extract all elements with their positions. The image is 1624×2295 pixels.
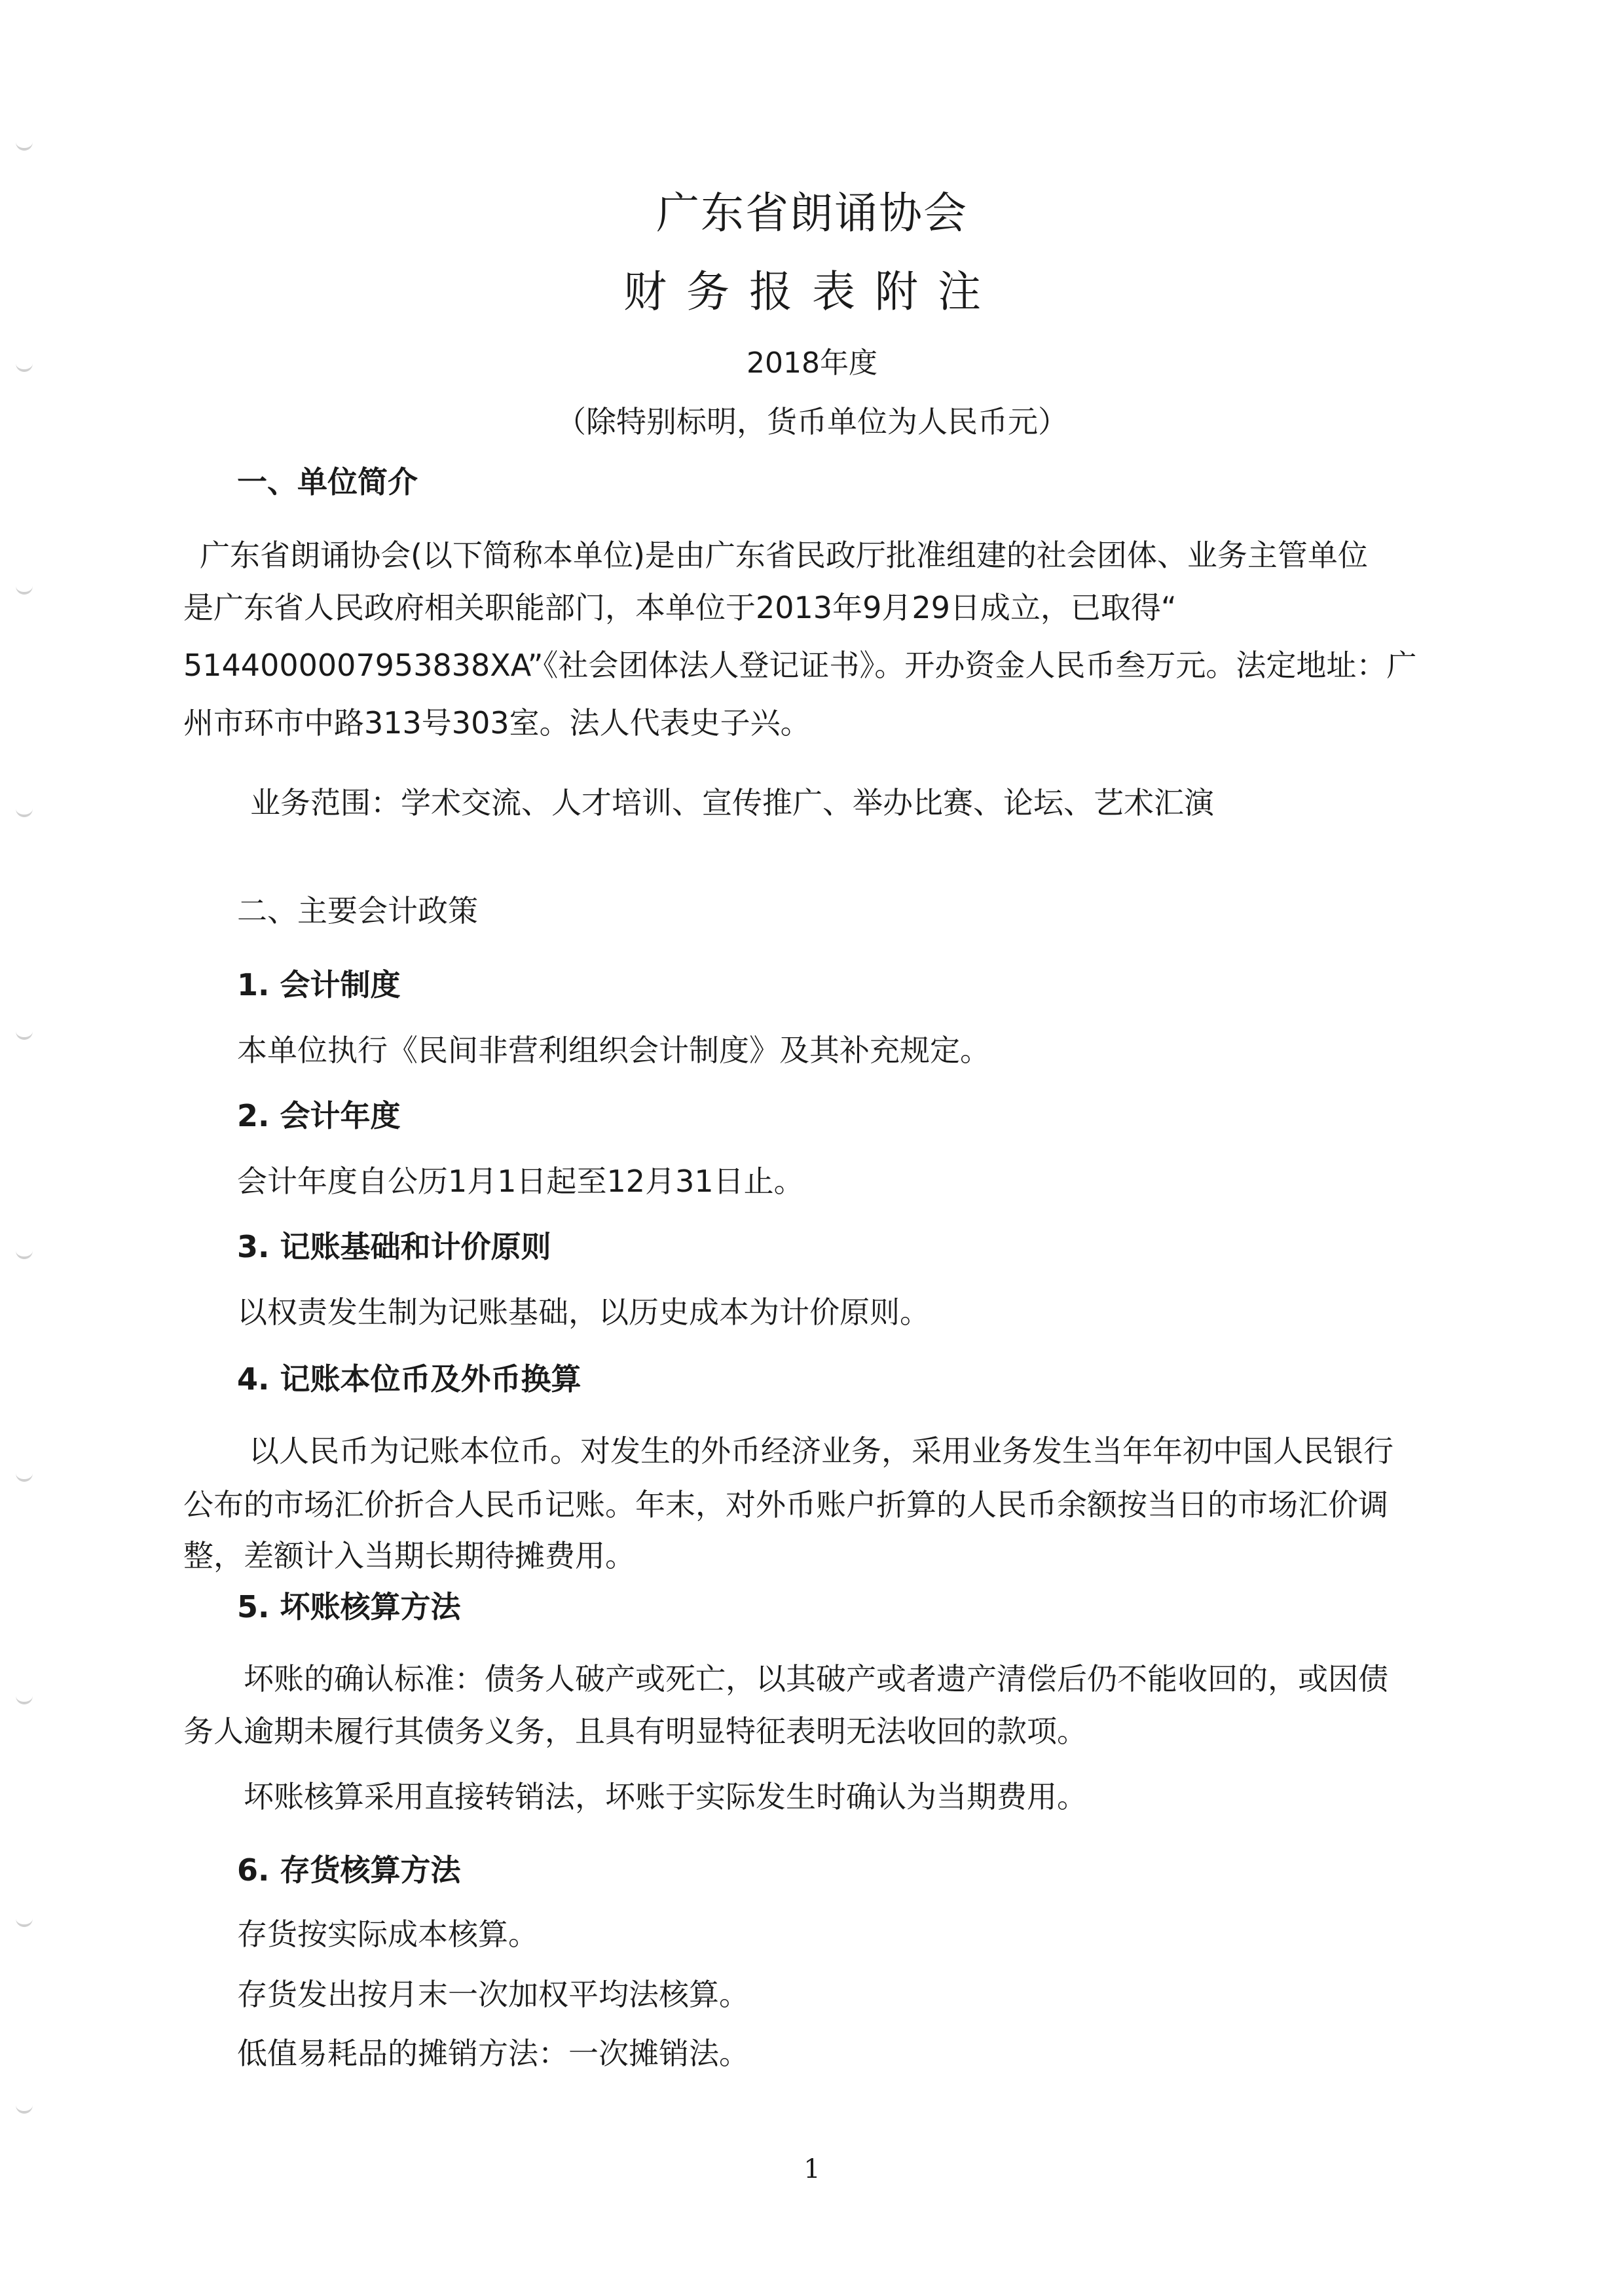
policy-text: 本单位执行《民间非营利组织会计制度》及其补充规定。 <box>237 1033 990 1068</box>
binding-hole <box>16 805 33 817</box>
policy-title-5: 5. 坏账核算方法 <box>237 1589 461 1625</box>
section1-heading: 一、单位简介 <box>237 464 418 500</box>
policy-text: 务人逾期未履行其债务义务，且具有明显特征表明无法收回的款项。 <box>183 1714 1087 1749</box>
policy-text: 坏账核算采用直接转销法，坏账于实际发生时确认为当期费用。 <box>244 1779 1087 1814</box>
policy-text: 会计年度自公历1月1日起至12月31日止。 <box>237 1164 804 1199</box>
binding-hole <box>16 1028 33 1040</box>
binding-hole <box>16 1915 33 1927</box>
intro-line-1: 广东省朗诵协会(以下简称本单位)是由广东省民政厅批准组建的社会团体、业务主管单位 <box>200 538 1368 573</box>
policy-text: 存货按实际成本核算。 <box>237 1917 538 1952</box>
policy-title-4: 4. 记账本位币及外币换算 <box>237 1361 581 1397</box>
intro-line-3: 5144000007953838XA”《社会团体法人登记证书》。开办资金人民币叁万元。法定地址：广 <box>183 648 1417 683</box>
policy-title-2: 2. 会计年度 <box>237 1098 401 1133</box>
policy-title-6: 6. 存货核算方法 <box>237 1852 461 1888</box>
binding-hole <box>16 583 33 595</box>
policy-text: 以人民币为记账本位币。对发生的外币经济业务，采用业务发生当年年初中国人民银行 <box>249 1433 1393 1469</box>
binding-hole <box>16 1247 33 1259</box>
report-year: 2018年度 <box>747 346 877 380</box>
policy-text: 整，差额计入当期长期待摊费用。 <box>183 1538 635 1573</box>
currency-note: （除特别标明，货币单位为人民币元） <box>556 404 1068 439</box>
policy-text: 坏账的确认标准：债务人破产或死亡，以其破产或者遗产清偿后仍不能收回的，或因债 <box>244 1661 1388 1697</box>
page-number: 1 <box>803 2154 821 2184</box>
policy-text: 公布的市场汇价折合人民币记账。年末，对外币账户折算的人民币余额按当日的市场汇价调 <box>183 1487 1388 1522</box>
intro-line-4: 州市环市中路313号303室。法人代表史子兴。 <box>183 705 811 741</box>
policy-title-1: 1. 会计制度 <box>237 967 401 1002</box>
intro-line-2: 是广东省人民政府相关职能部门，本单位于2013年9月29日成立，已取得“ <box>183 590 1177 625</box>
section2-heading: 二、主要会计政策 <box>237 893 478 928</box>
binding-hole <box>16 1470 33 1482</box>
policy-text: 低值易耗品的摊销方法：一次摊销法。 <box>237 2036 749 2071</box>
binding-hole <box>16 2102 33 2114</box>
binding-hole <box>16 139 33 151</box>
org-name: 广东省朗诵协会 <box>656 188 968 238</box>
business-scope: 业务范围：学术交流、人才培训、宣传推广、举办比赛、论坛、艺术汇演 <box>250 785 1214 820</box>
policy-title-3: 3. 记账基础和计价原则 <box>237 1229 551 1264</box>
policy-text: 以权责发生制为记账基础，以历史成本为计价原则。 <box>237 1294 930 1330</box>
policy-text: 存货发出按月末一次加权平均法核算。 <box>237 1977 749 2012</box>
binding-hole <box>16 1693 33 1704</box>
doc-title: 财务报表附注 <box>623 266 1001 317</box>
